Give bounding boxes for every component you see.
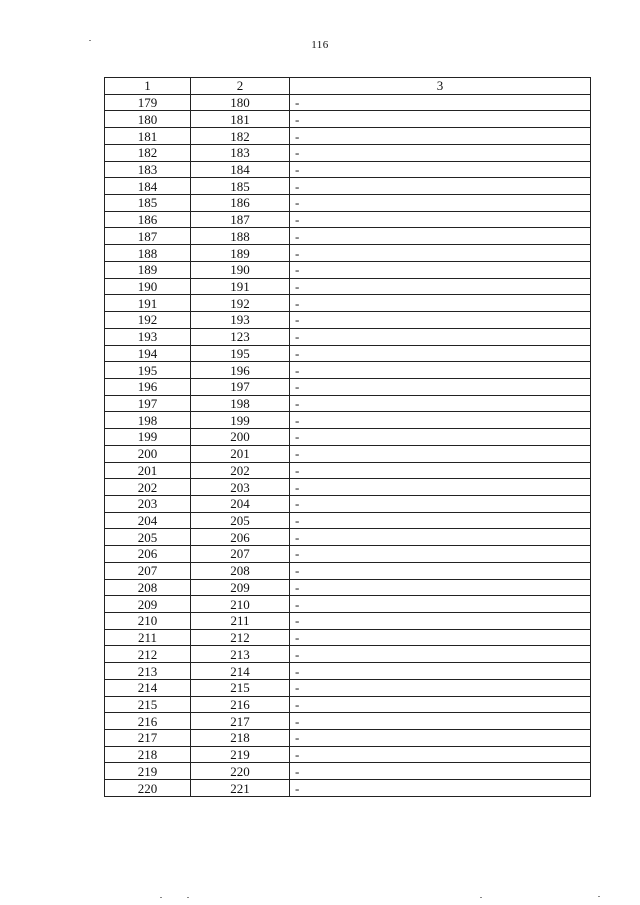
cell-col-1: 185 xyxy=(105,195,191,212)
cell-col-3: - xyxy=(290,178,591,195)
cell-col-2: 202 xyxy=(191,462,290,479)
table-row xyxy=(105,429,591,446)
cell-col-2: 203 xyxy=(191,479,290,496)
table-row xyxy=(105,362,591,379)
cell-col-2: 209 xyxy=(191,579,290,596)
cell-col-1: 218 xyxy=(105,746,191,763)
column-header-1: 1 xyxy=(105,78,191,95)
table-row xyxy=(105,278,591,295)
column-header-2: 2 xyxy=(191,78,290,95)
cell-col-1: 206 xyxy=(105,546,191,563)
scan-speck xyxy=(160,897,162,898)
cell-col-3: - xyxy=(290,362,591,379)
cell-col-1: 180 xyxy=(105,111,191,128)
cell-col-3: - xyxy=(290,295,591,312)
table-row xyxy=(105,395,591,412)
cell-col-2: 184 xyxy=(191,161,290,178)
cell-col-3: - xyxy=(290,462,591,479)
cell-col-3: - xyxy=(290,730,591,747)
table-row xyxy=(105,696,591,713)
cell-col-2: 123 xyxy=(191,328,290,345)
table-row xyxy=(105,128,591,145)
cell-col-2: 189 xyxy=(191,245,290,262)
table-row xyxy=(105,261,591,278)
cell-col-3: - xyxy=(290,629,591,646)
cell-col-1: 188 xyxy=(105,245,191,262)
cell-col-1: 207 xyxy=(105,562,191,579)
cell-col-1: 200 xyxy=(105,445,191,462)
cell-col-3: - xyxy=(290,479,591,496)
column-header-3: 3 xyxy=(290,78,591,95)
cell-col-3: - xyxy=(290,261,591,278)
scan-speck xyxy=(89,40,91,41)
cell-col-1: 199 xyxy=(105,429,191,446)
cell-col-2: 212 xyxy=(191,629,290,646)
cell-col-3: - xyxy=(290,663,591,680)
cell-col-2: 198 xyxy=(191,395,290,412)
table-row xyxy=(105,378,591,395)
cell-col-1: 212 xyxy=(105,646,191,663)
cell-col-2: 200 xyxy=(191,429,290,446)
cell-col-2: 185 xyxy=(191,178,290,195)
cell-col-1: 186 xyxy=(105,211,191,228)
cell-col-3: - xyxy=(290,579,591,596)
cell-col-2: 220 xyxy=(191,763,290,780)
cell-col-1: 217 xyxy=(105,730,191,747)
table-row xyxy=(105,512,591,529)
cell-col-1: 182 xyxy=(105,144,191,161)
cell-col-1: 204 xyxy=(105,512,191,529)
table-body xyxy=(105,94,591,796)
cell-col-3: - xyxy=(290,763,591,780)
table-row xyxy=(105,529,591,546)
table-row xyxy=(105,629,591,646)
cell-col-2: 197 xyxy=(191,378,290,395)
cell-col-3: - xyxy=(290,696,591,713)
cell-col-2: 196 xyxy=(191,362,290,379)
table-row xyxy=(105,228,591,245)
cell-col-1: 203 xyxy=(105,495,191,512)
data-table xyxy=(104,77,591,797)
table-row xyxy=(105,161,591,178)
cell-col-2: 186 xyxy=(191,195,290,212)
cell-col-1: 198 xyxy=(105,412,191,429)
cell-col-3: - xyxy=(290,613,591,630)
cell-col-1: 210 xyxy=(105,613,191,630)
cell-col-3: - xyxy=(290,328,591,345)
table-row xyxy=(105,546,591,563)
table-row xyxy=(105,479,591,496)
cell-col-2: 218 xyxy=(191,730,290,747)
table-row xyxy=(105,730,591,747)
table-row xyxy=(105,763,591,780)
cell-col-3: - xyxy=(290,161,591,178)
cell-col-1: 191 xyxy=(105,295,191,312)
cell-col-2: 195 xyxy=(191,345,290,362)
cell-col-1: 184 xyxy=(105,178,191,195)
table-row xyxy=(105,746,591,763)
cell-col-1: 215 xyxy=(105,696,191,713)
cell-col-2: 190 xyxy=(191,261,290,278)
cell-col-2: 199 xyxy=(191,412,290,429)
scan-speck xyxy=(187,897,189,898)
table-row xyxy=(105,562,591,579)
table-row xyxy=(105,111,591,128)
cell-col-3: - xyxy=(290,562,591,579)
cell-col-1: 193 xyxy=(105,328,191,345)
cell-col-3: - xyxy=(290,646,591,663)
cell-col-2: 215 xyxy=(191,679,290,696)
table-row xyxy=(105,195,591,212)
cell-col-2: 206 xyxy=(191,529,290,546)
cell-col-1: 214 xyxy=(105,679,191,696)
cell-col-1: 195 xyxy=(105,362,191,379)
cell-col-2: 214 xyxy=(191,663,290,680)
table-row xyxy=(105,412,591,429)
cell-col-1: 179 xyxy=(105,94,191,111)
cell-col-2: 181 xyxy=(191,111,290,128)
cell-col-2: 204 xyxy=(191,495,290,512)
table-row xyxy=(105,245,591,262)
cell-col-3: - xyxy=(290,495,591,512)
cell-col-3: - xyxy=(290,245,591,262)
cell-col-1: 196 xyxy=(105,378,191,395)
table-row xyxy=(105,295,591,312)
cell-col-3: - xyxy=(290,512,591,529)
table-row xyxy=(105,663,591,680)
table-row xyxy=(105,345,591,362)
cell-col-2: 219 xyxy=(191,746,290,763)
cell-col-2: 207 xyxy=(191,546,290,563)
cell-col-3: - xyxy=(290,278,591,295)
cell-col-1: 197 xyxy=(105,395,191,412)
cell-col-1: 202 xyxy=(105,479,191,496)
scan-speck xyxy=(598,896,600,897)
cell-col-1: 192 xyxy=(105,312,191,329)
cell-col-2: 192 xyxy=(191,295,290,312)
table-row xyxy=(105,679,591,696)
cell-col-3: - xyxy=(290,445,591,462)
cell-col-1: 181 xyxy=(105,128,191,145)
cell-col-2: 211 xyxy=(191,613,290,630)
cell-col-3: - xyxy=(290,211,591,228)
cell-col-1: 205 xyxy=(105,529,191,546)
table-row xyxy=(105,445,591,462)
cell-col-1: 213 xyxy=(105,663,191,680)
cell-col-1: 190 xyxy=(105,278,191,295)
table-row xyxy=(105,596,591,613)
table-row xyxy=(105,613,591,630)
cell-col-1: 187 xyxy=(105,228,191,245)
cell-col-2: 188 xyxy=(191,228,290,245)
page-number: 116 xyxy=(311,39,329,51)
cell-col-1: 194 xyxy=(105,345,191,362)
cell-col-3: - xyxy=(290,529,591,546)
table-row xyxy=(105,178,591,195)
cell-col-3: - xyxy=(290,429,591,446)
cell-col-3: - xyxy=(290,128,591,145)
cell-col-3: - xyxy=(290,312,591,329)
cell-col-1: 201 xyxy=(105,462,191,479)
cell-col-2: 180 xyxy=(191,94,290,111)
cell-col-2: 213 xyxy=(191,646,290,663)
cell-col-1: 211 xyxy=(105,629,191,646)
table-row xyxy=(105,462,591,479)
cell-col-3: - xyxy=(290,395,591,412)
cell-col-3: - xyxy=(290,679,591,696)
cell-col-3: - xyxy=(290,345,591,362)
cell-col-2: 208 xyxy=(191,562,290,579)
table-row xyxy=(105,713,591,730)
table-row xyxy=(105,144,591,161)
table-row xyxy=(105,780,591,797)
cell-col-2: 193 xyxy=(191,312,290,329)
table-header-row xyxy=(105,78,591,95)
table-row xyxy=(105,579,591,596)
cell-col-3: - xyxy=(290,412,591,429)
cell-col-3: - xyxy=(290,94,591,111)
cell-col-1: 216 xyxy=(105,713,191,730)
cell-col-2: 221 xyxy=(191,780,290,797)
cell-col-3: - xyxy=(290,111,591,128)
cell-col-3: - xyxy=(290,546,591,563)
cell-col-3: - xyxy=(290,780,591,797)
data-table-container xyxy=(104,77,591,797)
cell-col-2: 201 xyxy=(191,445,290,462)
cell-col-2: 217 xyxy=(191,713,290,730)
cell-col-1: 183 xyxy=(105,161,191,178)
cell-col-3: - xyxy=(290,144,591,161)
cell-col-1: 189 xyxy=(105,261,191,278)
cell-col-1: 219 xyxy=(105,763,191,780)
cell-col-2: 216 xyxy=(191,696,290,713)
table-row xyxy=(105,646,591,663)
cell-col-3: - xyxy=(290,378,591,395)
table-row xyxy=(105,94,591,111)
scan-speck xyxy=(480,897,482,898)
cell-col-3: - xyxy=(290,746,591,763)
cell-col-3: - xyxy=(290,195,591,212)
table-row xyxy=(105,328,591,345)
cell-col-2: 187 xyxy=(191,211,290,228)
cell-col-2: 191 xyxy=(191,278,290,295)
table-row xyxy=(105,312,591,329)
cell-col-1: 208 xyxy=(105,579,191,596)
cell-col-3: - xyxy=(290,713,591,730)
cell-col-2: 183 xyxy=(191,144,290,161)
cell-col-3: - xyxy=(290,596,591,613)
table-row xyxy=(105,495,591,512)
cell-col-1: 220 xyxy=(105,780,191,797)
cell-col-1: 209 xyxy=(105,596,191,613)
cell-col-2: 210 xyxy=(191,596,290,613)
cell-col-3: - xyxy=(290,228,591,245)
cell-col-2: 182 xyxy=(191,128,290,145)
table-row xyxy=(105,211,591,228)
cell-col-2: 205 xyxy=(191,512,290,529)
